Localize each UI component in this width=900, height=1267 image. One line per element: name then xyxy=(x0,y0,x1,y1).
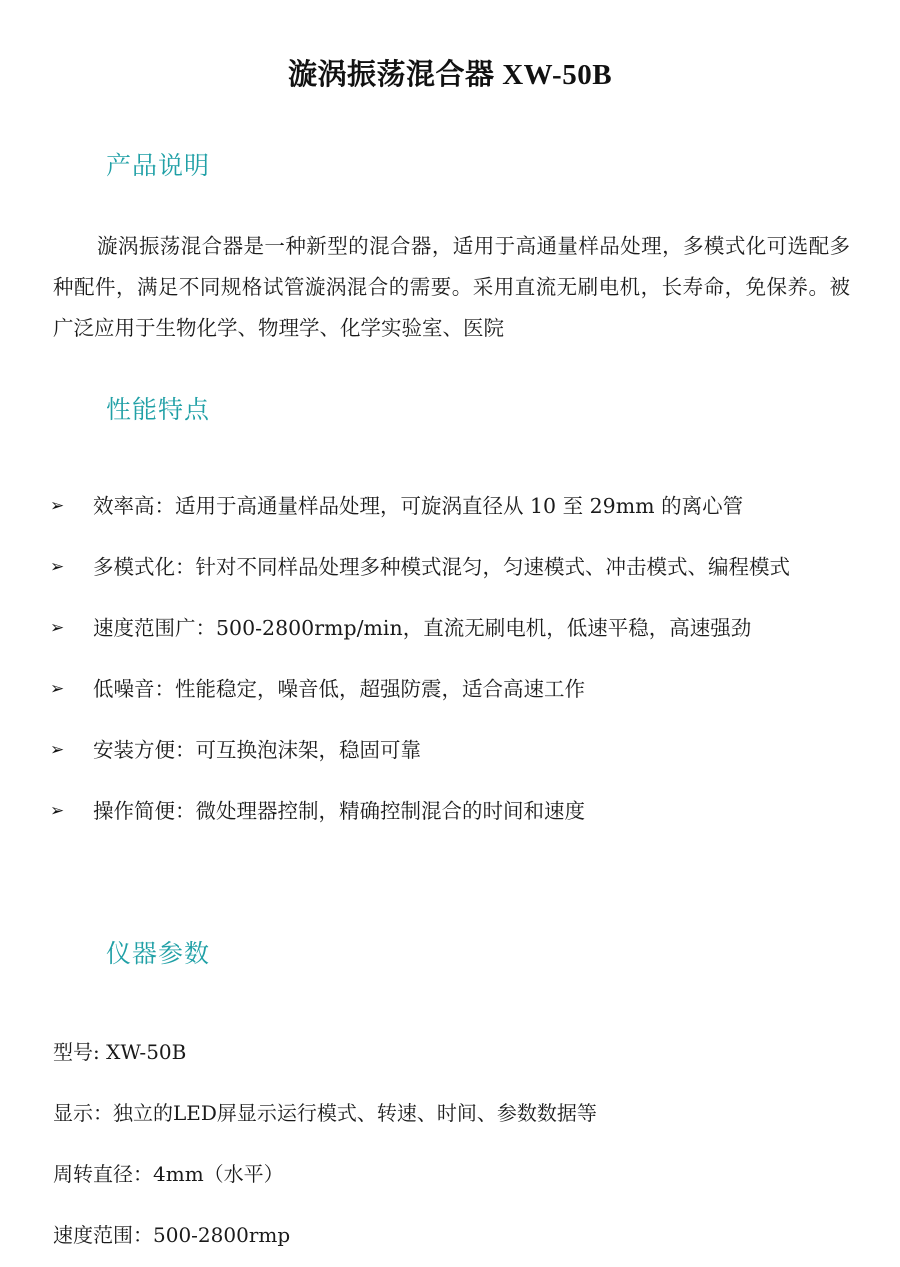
arrow-bullet-icon: ➢ xyxy=(50,557,65,577)
feature-item xyxy=(0,476,813,537)
feature-text: 效率高：适用于高通量样品处理，可旋涡直径从 10 至 29mm 的离心管 xyxy=(93,494,744,518)
feature-text: 操作简便：微处理器控制，精确控制混合的时间和速度 xyxy=(93,799,585,823)
description-paragraph: 漩涡振荡混合器是一种新型的混合器，适用于高通量样品处理，多模式化可选配多种配件，满足不同规格试管漩涡混合的需要。采用直流无刷电机，长寿命，免保养。被广泛应用于生物化学、物理学、化学实验室、医院 xyxy=(53,234,850,340)
parameter-orbit-diameter: 周转直径：4mm（水平） xyxy=(53,1162,284,1186)
section-heading-parameters: 仪器参数 xyxy=(106,939,211,968)
feature-item xyxy=(0,598,813,659)
arrow-bullet-icon: ➢ xyxy=(50,679,65,699)
arrow-bullet-icon: ➢ xyxy=(50,618,65,638)
arrow-bullet-icon: ➢ xyxy=(50,496,65,516)
parameter-speed-range: 速度范围：500-2800rmp xyxy=(53,1223,291,1247)
parameter-list xyxy=(53,1022,853,1266)
parameter-model: 型号: XW-50B xyxy=(53,1040,187,1064)
feature-item xyxy=(0,720,813,781)
feature-item xyxy=(0,659,813,720)
arrow-bullet-icon: ➢ xyxy=(50,801,65,821)
feature-item xyxy=(0,781,813,842)
document-title: 漩涡振荡混合器 XW-50B xyxy=(287,59,613,91)
feature-text: 多模式化：针对不同样品处理多种模式混匀，匀速模式、冲击模式、编程模式 xyxy=(93,555,790,579)
feature-list xyxy=(0,476,900,842)
feature-item xyxy=(0,537,813,598)
feature-text: 安装方便：可互换泡沫架，稳固可靠 xyxy=(93,738,421,762)
arrow-bullet-icon: ➢ xyxy=(50,740,65,760)
section-heading-description: 产品说明 xyxy=(106,151,211,180)
section-heading-features: 性能特点 xyxy=(106,395,211,424)
feature-text: 速度范围广：500-2800rmp/min，直流无刷电机，低速平稳，高速强劲 xyxy=(93,616,752,640)
parameter-display: 显示：独立的LED屏显示运行模式、转速、时间、参数数据等 xyxy=(53,1101,597,1125)
feature-text: 低噪音：性能稳定，噪音低，超强防震，适合高速工作 xyxy=(93,677,585,701)
